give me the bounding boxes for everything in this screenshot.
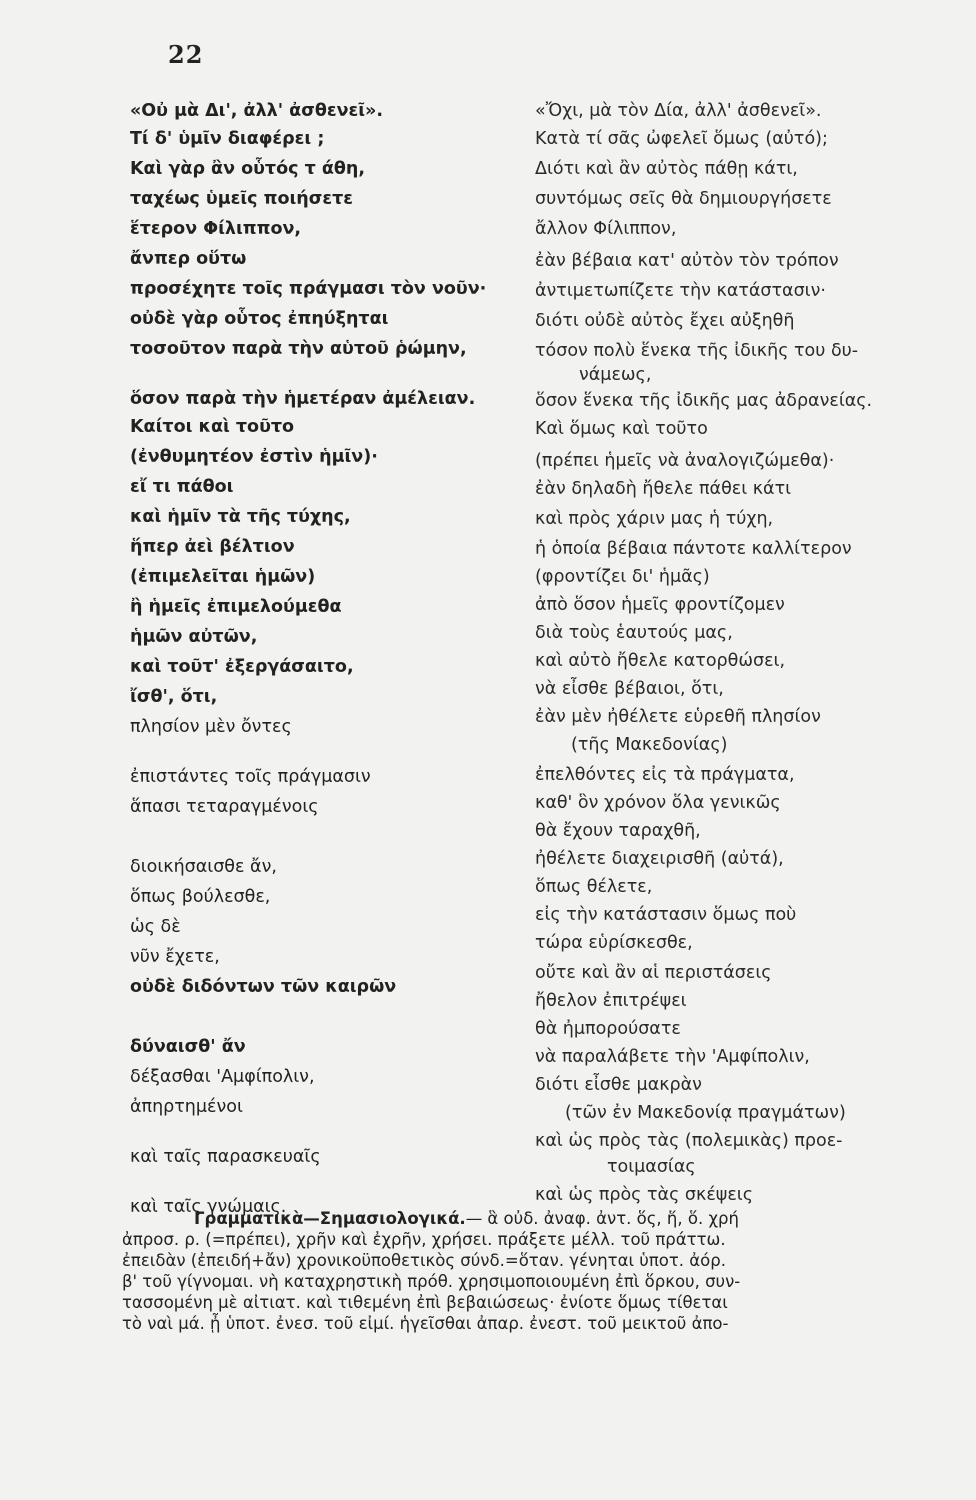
left-line: ὅπως βούλεσθε, <box>130 887 271 907</box>
right-line: καὶ αὐτὸ ἤθελε κατορθώσει, <box>535 651 786 671</box>
right-line: ὅσον ἕνεκα τῆς ἰδικῆς μας ἀδρανείας. <box>535 391 873 411</box>
left-line: Καίτοι καὶ τοῦτο <box>130 417 295 437</box>
left-line: πλησίον μὲν ὄντες <box>130 717 292 737</box>
left-line: δύναισθ' ἄν <box>130 1037 246 1057</box>
right-line: Διότι καὶ ἂν αὐτὸς πάθῃ κάτι, <box>535 159 798 179</box>
left-line: ἴσθ', ὅτι, <box>130 687 218 707</box>
right-line: ἀντιμετωπίζετε τὴν κατάστασιν· <box>535 281 826 301</box>
right-line: (φροντίζει δι' ἡμᾶς) <box>535 567 710 587</box>
right-line: διότι οὐδὲ αὐτὸς ἔχει αὐξηθῆ <box>535 311 795 331</box>
notes-line-3: ἐπειδὰν (ἐπειδή+ἄν) χρονικοϋποθετικὸς σύνδ.=ὅταν. γένηται ὑποτ. ἀόρ. <box>122 1251 726 1270</box>
left-line: προσέχητε τοῖς πράγμασι τὸν νοῦν· <box>130 279 487 299</box>
left-line: ἐπιστάντες τοῖς πράγμασιν <box>130 767 371 787</box>
left-line: καὶ ταῖς παρασκευαῖς <box>130 1147 321 1167</box>
left-line: Τί δ' ὑμῖν διαφέρει ; <box>130 129 325 149</box>
notes-line-1 <box>122 1208 952 1229</box>
right-line: εἰς τὴν κατάστασιν ὅμως ποὺ <box>535 905 797 925</box>
notes-line-6: τὸ ναὶ μά. ᾖ ὑποτ. ἐνεσ. τοῦ εἰμί. ἡγεῖσθαι ἀπαρ. ἐνεστ. τοῦ μεικτοῦ ἀπο- <box>122 1314 729 1333</box>
right-line: καὶ ὡς πρὸς τὰς σκέψεις <box>535 1185 753 1205</box>
left-line: ἥπερ ἀεὶ βέλτιον <box>130 537 295 557</box>
left-line: ἀπηρτημένοι <box>130 1097 243 1117</box>
right-line: θὰ ἔχουν ταραχθῆ, <box>535 821 701 841</box>
right-line: ἐὰν μὲν ἠθέλετε εὑρεθῆ πλησίον <box>535 707 821 727</box>
right-line: τοιμασίας <box>607 1157 696 1177</box>
right-line: Κατὰ τί σᾶς ὠφελεῖ ὅμως (αὐτό); <box>535 129 828 149</box>
left-line: καὶ ἡμῖν τὰ τῆς τύχης, <box>130 507 351 527</box>
left-line: ἡμῶν αὐτῶν, <box>130 627 258 647</box>
left-line: καὶ τοῦτ' ἐξεργάσαιτο, <box>130 657 354 677</box>
right-line: τώρα εὑρίσκεσθε, <box>535 933 693 953</box>
right-line: νάμεως, <box>579 365 652 385</box>
right-line: ὅπως θέλετε, <box>535 877 653 897</box>
right-line: καὶ πρὸς χάριν μας ἡ τύχη, <box>535 509 774 529</box>
left-line: νῦν ἔχετε, <box>130 947 220 967</box>
right-line: ἠθέλετε διαχειρισθῆ (αὐτά), <box>535 849 784 869</box>
right-line: (πρέπει ἡμεῖς νὰ ἀναλογιζώμεθα)· <box>535 451 835 471</box>
right-line: διὰ τοὺς ἑαυτούς μας, <box>535 623 733 643</box>
right-line: ἐπελθόντες εἰς τὰ πράγματα, <box>535 765 795 785</box>
right-line: θὰ ἠμπορούσατε <box>535 1019 681 1039</box>
left-line: ἄνπερ οὕτω <box>130 249 247 269</box>
right-line: ἤθελον ἐπιτρέψει <box>535 991 687 1011</box>
left-line: ὡς δὲ <box>130 917 181 937</box>
right-line: καὶ ὡς πρὸς τὰς (πολεμικὰς) προε- <box>535 1131 843 1151</box>
left-line: ἢ ἡμεῖς ἐπιμελούμεθα <box>130 597 342 617</box>
notes-line-1-rest: — ἃ οὐδ. ἀναφ. ἀντ. ὅς, ἥ, ὅ. χρή <box>465 1209 739 1228</box>
left-line: δέξασθαι 'Αμφίπολιν, <box>130 1067 315 1087</box>
right-line: ἄλλον Φίλιππον, <box>535 219 677 239</box>
notes-line-4: β' τοῦ γίγνομαι. νὴ καταχρηστικὴ πρόθ. χρησιμοποιουμένη ἐπὶ ὅρκου, συν- <box>122 1272 741 1291</box>
right-line: νὰ εἶσθε βέβαιοι, ὅτι, <box>535 679 724 699</box>
right-line: (τῶν ἐν Μακεδονίᾳ πραγμάτων) <box>565 1103 846 1123</box>
notes-heading: Γραμματικὰ—Σημασιολογικά. <box>194 1209 466 1228</box>
right-line: καθ' ὃν χρόνον ὅλα γενικῶς <box>535 793 781 813</box>
notes-line-5: τασσομένη μὲ αἰτιατ. καὶ τιθεμένη ἐπὶ βεβαιώσεως· ἐνίοτε ὅμως τίθεται <box>122 1293 728 1312</box>
right-line: διότι εἶσθε μακρὰν <box>535 1075 702 1095</box>
page-number: 22 <box>168 40 204 69</box>
left-line: οὐδὲ γὰρ οὗτος ἐπηύξηται <box>130 309 389 329</box>
left-line: καὶ ταῖς γνώμαις. <box>130 1197 287 1217</box>
right-line: ἡ ὁποία βέβαια πάντοτε καλλίτερον <box>535 539 852 559</box>
left-line: τοσοῦτον παρὰ τὴν αὑτοῦ ῥώμην, <box>130 339 467 359</box>
right-line: ἀπὸ ὅσον ἡμεῖς φροντίζομεν <box>535 595 785 615</box>
left-line: ἕτερον Φίλιππον, <box>130 219 302 239</box>
left-line: ὅσον παρὰ τὴν ἡμετέραν ἀμέλειαν. <box>130 389 476 409</box>
notes-line-2: ἀπροσ. ρ. (=πρέπει), χρῆν καὶ ἐχρῆν, χρήσει. πράξετε μέλλ. τοῦ πράττω. <box>122 1230 726 1249</box>
right-line: ἐὰν δηλαδὴ ἤθελε πάθει κάτι <box>535 479 792 499</box>
right-line: οὔτε καὶ ἂν αἱ περιστάσεις <box>535 963 772 983</box>
grammar-notes <box>122 1208 952 1334</box>
right-line: νὰ παραλάβετε τὴν 'Αμφίπολιν, <box>535 1047 810 1067</box>
right-line: Καὶ ὅμως καὶ τοῦτο <box>535 419 708 439</box>
right-line: ἐὰν βέβαια κατ' αὐτὸν τὸν τρόπον <box>535 251 839 271</box>
left-line: ἅπασι τεταραγμένοις <box>130 797 319 817</box>
right-line: συντόμως σεῖς θὰ δημιουργήσετε <box>535 189 832 209</box>
left-line: ταχέως ὑμεῖς ποιήσετε <box>130 189 354 209</box>
left-line: Καὶ γὰρ ἂν οὗτός τ άθη, <box>130 159 366 179</box>
left-line: διοικήσαισθε ἄν, <box>130 857 277 877</box>
left-line: οὐδὲ διδόντων τῶν καιρῶν <box>130 977 397 997</box>
right-line: τόσον πολὺ ἕνεκα τῆς ἰδικῆς του δυ- <box>535 341 859 361</box>
right-line: (τῆς Μακεδονίας) <box>571 735 728 755</box>
left-line: (ἐπιμελεῖται ἡμῶν) <box>130 567 316 587</box>
left-line: (ἐνθυμητέον ἐστὶν ἡμῖν)· <box>130 447 378 467</box>
left-line: «Οὐ μὰ Δι', ἀλλ' ἀσθενεῖ». <box>130 101 384 121</box>
right-line: «Ὄχι, μὰ τὸν Δία, ἀλλ' ἀσθενεῖ». <box>535 101 822 121</box>
left-line: εἴ τι πάθοι <box>130 477 234 497</box>
